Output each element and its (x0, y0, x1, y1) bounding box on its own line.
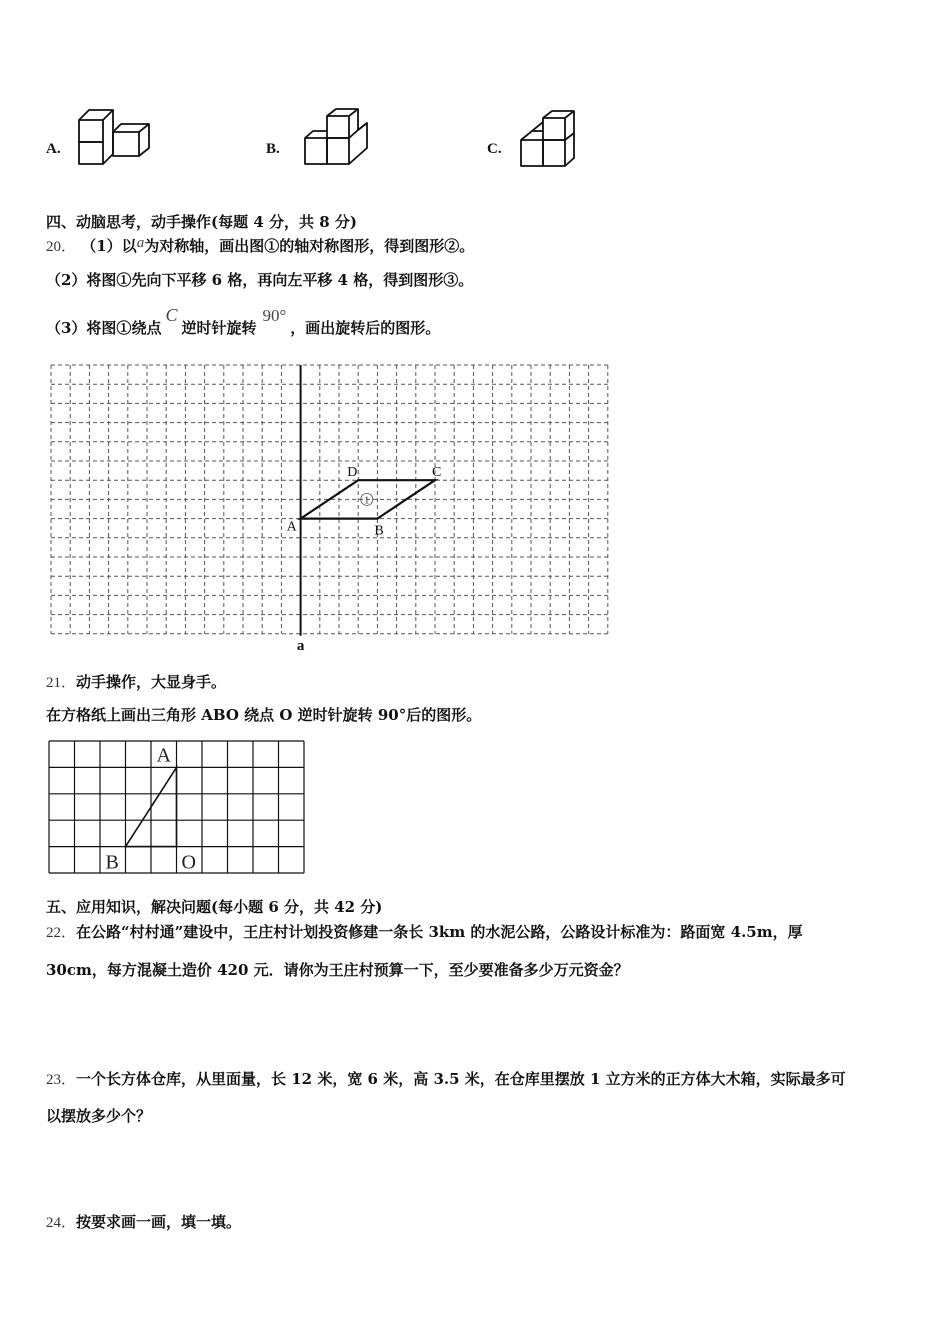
question-24 (46, 1212, 241, 1233)
question-number: 23． (46, 1072, 77, 1088)
line-text: 一个长方体仓库，从里面量，长 12 米，宽 6 米，高 3.5 米，在仓库里摆放 1 立方米的正方体大木箱，实际最多可 (76, 1070, 846, 1088)
question-number: 22． (46, 925, 77, 941)
question-22-line-2: 30cm，每方混凝土造价 420 元．请你为王庄村预算一下，至少要准备多少万元资金？ (46, 961, 629, 979)
question-22-line-1 (46, 922, 803, 943)
question-23-line-1 (46, 1069, 846, 1090)
section-4-heading: 四、动脑思考，动手操作(每题 4 分，共 8 分) (46, 213, 357, 231)
question-number: 21． (46, 675, 77, 691)
part-3-mid: 逆时针旋转 (181, 319, 257, 337)
point-symbol: C (165, 305, 178, 325)
question-number: 24． (46, 1215, 77, 1231)
option-c-label: C. (487, 141, 502, 157)
option-b-label: B. (266, 141, 280, 157)
point-b-label: B (105, 851, 119, 874)
question-23-line-2: 以摆放多少个？ (46, 1107, 152, 1125)
title-text: 动手操作，大显身手。 (76, 673, 227, 691)
axis-symbol: a (136, 235, 145, 251)
shape-number-label: 1 (364, 495, 370, 507)
point-b-label: B (374, 523, 384, 539)
part-3-suffix: ，画出旋转后的图形。 (290, 319, 441, 337)
question-21-instruction: 在方格纸上画出三角形 ABO 绕点 O 逆时针旋转 90°后的图形。 (46, 706, 482, 724)
question-number: 20． (46, 239, 77, 255)
angle-value: 90° (262, 306, 287, 325)
option-a-label: A. (46, 141, 61, 157)
point-o-label: O (181, 851, 196, 874)
axis-label: a (296, 637, 305, 654)
point-a-label: A (156, 744, 171, 767)
point-a-label: A (286, 519, 297, 535)
point-d-label: D (347, 465, 358, 481)
question-20-part-2: （2）将图①先向下平移 6 格，再向左平移 4 格，得到图形③。 (46, 271, 474, 289)
point-c-label: C (432, 465, 442, 481)
section-5-heading: 五、应用知识，解决问题(每小题 6 分，共 42 分) (46, 898, 383, 916)
part-1-suffix: 为对称轴，画出图①的轴对称图形，得到图形②。 (144, 237, 475, 255)
question-text: 按要求画一画，填一填。 (76, 1213, 242, 1231)
part-1-prefix: （1）以 (81, 237, 137, 255)
line-text: 在公路“村村通”建设中，王庄村计划投资修建一条长 3km 的水泥公路，公路设计标准为：路面宽 4.5m，厚 (76, 923, 803, 941)
part-3-prefix: （3）将图①绕点 (46, 319, 162, 337)
